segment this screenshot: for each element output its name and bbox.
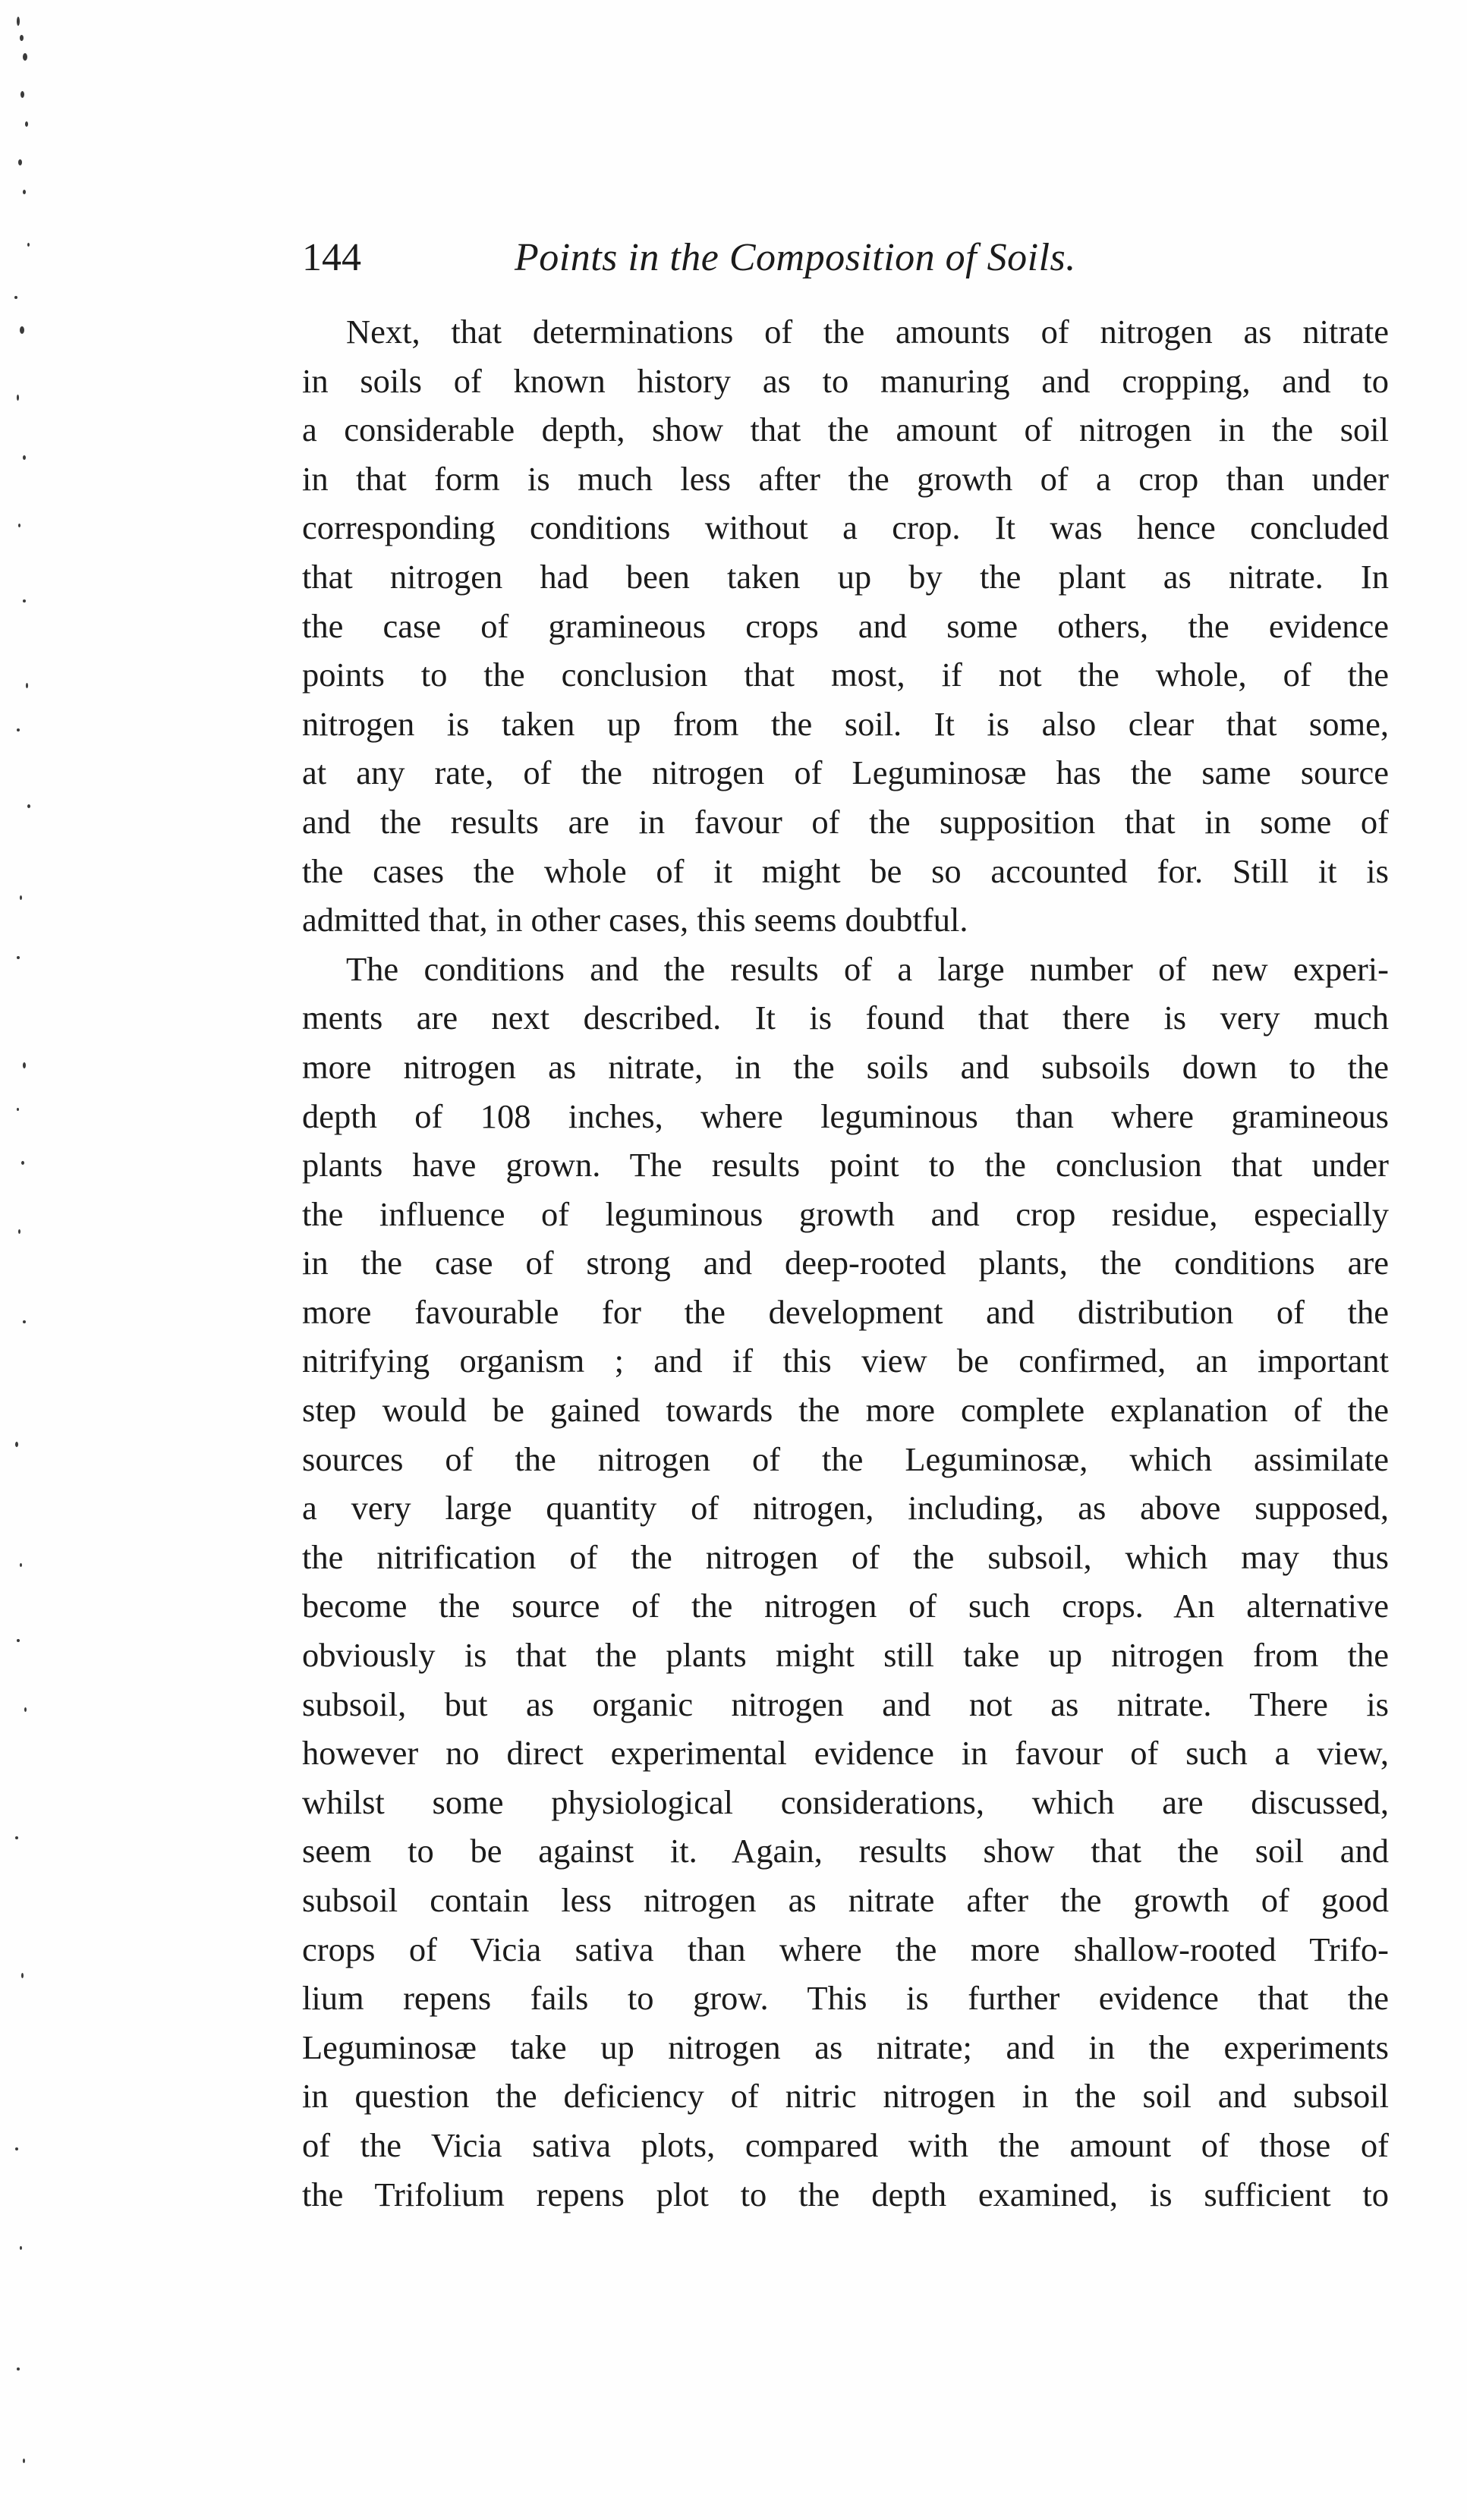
text-line: subsoil, but as organic nitrogen and not as nitrate. There is bbox=[302, 1685, 1389, 1723]
text-line: the case of gramineous crops and some others, the evidence bbox=[302, 606, 1389, 645]
text-line: Next, that determinations of the amounts of nitrogen as nitrate bbox=[346, 313, 1389, 351]
text-line: admitted that, in other cases, this seems doubtful. bbox=[302, 901, 968, 939]
text-line: and the results are in favour of the supposition that in some of bbox=[302, 802, 1389, 841]
text-line: subsoil contain less nitrogen as nitrate after the growth of good bbox=[302, 1881, 1389, 1919]
text-line: in question the deficiency of nitric nitrogen in the soil and subsoil bbox=[302, 2077, 1389, 2116]
text-line: at any rate, of the nitrogen of Leguminosæ has the same source bbox=[302, 753, 1389, 792]
text-line: however no direct experimental evidence in favour of such a view, bbox=[302, 1734, 1389, 1773]
text-line: sources of the nitrogen of the Leguminosæ, which assimilate bbox=[302, 1439, 1389, 1478]
text-line: the Trifolium repens plot to the depth examined, is sufficient to bbox=[302, 2175, 1389, 2213]
page-number: 144 bbox=[302, 236, 361, 279]
text-line: of the Vicia sativa plots, compared with the amount of those of bbox=[302, 2125, 1389, 2164]
body-text bbox=[302, 307, 1389, 2219]
running-title: Points in the Composition of Soils. bbox=[515, 236, 1076, 279]
text-line: the influence of leguminous growth and crop residue, especially bbox=[302, 1194, 1389, 1233]
text-line: depth of 108 inches, where leguminous than where gramineous bbox=[302, 1096, 1389, 1135]
text-line: nitrifying organism ; and if this view be confirmed, an important bbox=[302, 1342, 1389, 1380]
text-line: obviously is that the plants might still take up nitrogen from the bbox=[302, 1636, 1389, 1675]
text-line: ments are next described. It is found that there is very much bbox=[302, 999, 1389, 1037]
text-line: more favourable for the development and distribution of the bbox=[302, 1292, 1389, 1331]
text-line: Leguminosæ take up nitrogen as nitrate; and in the experiments bbox=[302, 2028, 1389, 2066]
text-line: nitrogen is taken up from the soil. It is also clear that some, bbox=[302, 704, 1389, 743]
paragraph bbox=[302, 307, 1389, 945]
text-line: the cases the whole of it might be so accounted for. Still it is bbox=[302, 851, 1389, 890]
running-header bbox=[302, 228, 1304, 288]
text-line: that nitrogen had been taken up by the plant as nitrate. In bbox=[302, 557, 1389, 596]
text-line: in the case of strong and deep-rooted plants, the conditions are bbox=[302, 1244, 1389, 1282]
text-line: corresponding conditions without a crop. It was hence concluded bbox=[302, 508, 1389, 547]
text-line: in that form is much less after the growth of a crop than under bbox=[302, 459, 1389, 498]
margin-specks bbox=[0, 0, 83, 2520]
text-line: whilst some physiological considerations, which are discussed, bbox=[302, 1782, 1389, 1821]
text-line: plants have grown. The results point to the conclusion that under bbox=[302, 1146, 1389, 1184]
paragraph bbox=[302, 945, 1389, 2219]
text-line: crops of Vicia sativa than where the more shallow-rooted Trifo- bbox=[302, 1930, 1389, 1968]
text-line: points to the conclusion that most, if not the whole, of the bbox=[302, 656, 1389, 694]
text-line: more nitrogen as nitrate, in the soils and subsoils down to the bbox=[302, 1047, 1389, 1086]
text-line: a considerable depth, show that the amount of nitrogen in the soil bbox=[302, 411, 1389, 449]
text-line: a very large quantity of nitrogen, including, as above supposed, bbox=[302, 1489, 1389, 1527]
text-line: in soils of known history as to manuring and cropping, and to bbox=[302, 361, 1389, 400]
text-line: The conditions and the results of a large number of new experi- bbox=[346, 949, 1389, 988]
text-line: the nitrification of the nitrogen of the subsoil, which may thus bbox=[302, 1537, 1389, 1576]
text-line: step would be gained towards the more complete explanation of the bbox=[302, 1391, 1389, 1430]
text-line: seem to be against it. Again, results show that the soil and bbox=[302, 1832, 1389, 1870]
text-line: lium repens fails to grow. This is further evidence that the bbox=[302, 1979, 1389, 2018]
text-line: become the source of the nitrogen of such crops. An alternative bbox=[302, 1587, 1389, 1625]
